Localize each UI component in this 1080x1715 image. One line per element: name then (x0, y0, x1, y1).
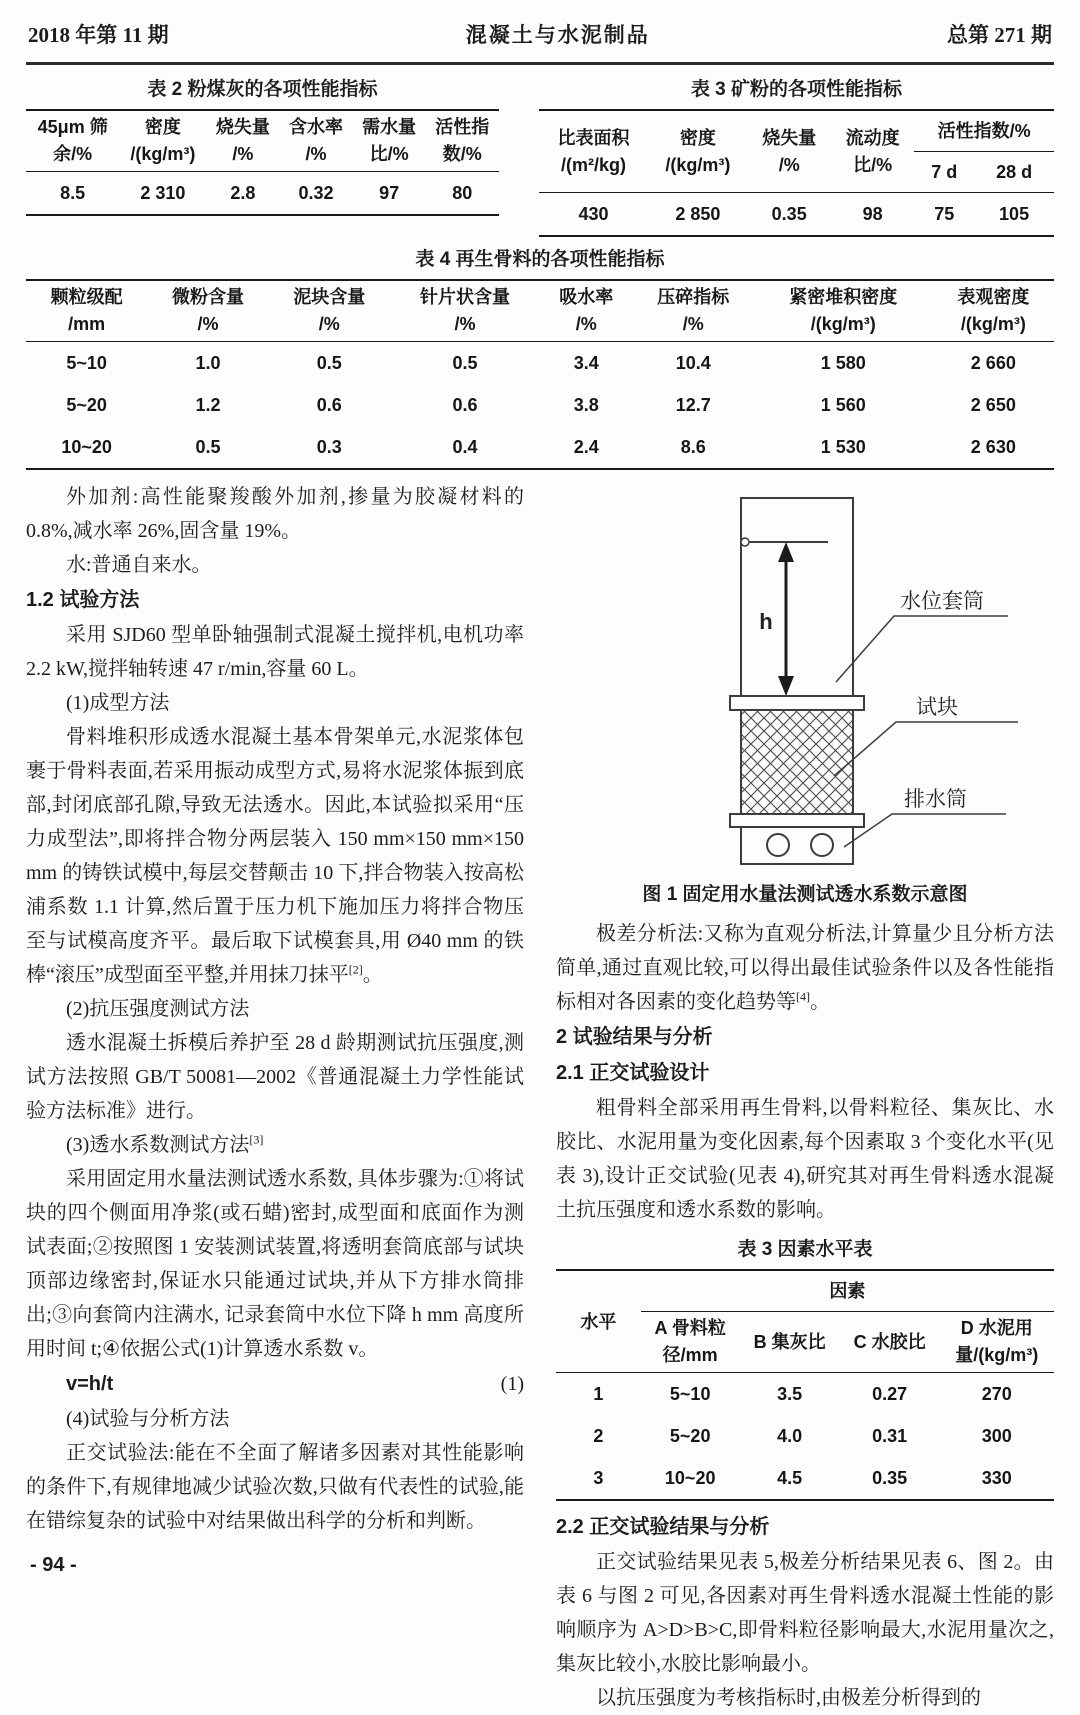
paragraph-text: 极差分析法:又称为直观分析法,计算量少且分析方法简单,通过直观比较,可以得出最佳试验条件以及各性能指标相对各因素的变化趋势等 (556, 923, 1054, 1013)
recycled-aggregate-table (26, 279, 1054, 470)
data-cell: 3.8 (573, 395, 599, 415)
data-cell: 97 (379, 183, 400, 203)
paragraph: 透水混凝土拆模后养护至 28 d 龄期测试抗压强度,测试方法按照 GB/T 50081—2002《普通混凝土力学性能试验方法标准》进行。 (26, 1032, 524, 1122)
header-line: /% (305, 144, 327, 164)
section-heading: 2.1 正交试验设计 (556, 1062, 710, 1084)
data-cell: 1.0 (195, 353, 221, 373)
page-header (26, 10, 1054, 65)
body-columns (26, 480, 1054, 1715)
paragraph: 采用固定用水量法测试透水系数, 具体步骤为:①将试块的四个侧面用净浆(或石蜡)密封,成型面和底面作为测试表面;②按照图 1 安装测试装置,将透明套筒底部与试块顶部边缘密封,保证水只能通过试块,并从下方排水筒排出;③向套筒内注满水, 记录套筒中水位下降 h mm 高度所用时间 t;④依据公式(1)计算透水系数 v。 (26, 1168, 524, 1360)
bottom-flange (730, 814, 864, 827)
header-cell (206, 110, 279, 172)
header-line: 烧失量 (215, 117, 270, 137)
section-heading: 2 试验结果与分析 (556, 1026, 713, 1048)
data-cell: 2 630 (970, 437, 1016, 457)
section-heading: 2.2 正交试验结果与分析 (556, 1516, 770, 1538)
figure-1-diagram (556, 484, 1052, 866)
paragraph: (2)抗压强度测试方法 (66, 998, 250, 1020)
paragraph: 采用 SJD60 型单卧轴强制式混凝土搅拌机,电机功率 2.2 kW,搅拌轴转速 47 r/min,容量 60 L。 (26, 624, 524, 680)
equation-expression: v=h/t (66, 1373, 114, 1395)
header-line: 微粉含量 (171, 287, 244, 307)
header-cell: 水平 (556, 1270, 641, 1373)
header-cell (940, 1312, 1054, 1373)
h-label: h (759, 609, 773, 634)
data-cell: 3.5 (777, 1384, 803, 1404)
paragraph (26, 720, 524, 992)
header-line: 比/% (853, 154, 893, 175)
header-line: /% (682, 314, 704, 334)
header-line: /% (454, 314, 476, 334)
slag-table-block (539, 67, 1054, 237)
data-cell: 2 310 (140, 183, 186, 203)
data-cell: 0.35 (872, 1468, 908, 1488)
header-line: D 水泥用 (960, 1318, 1033, 1338)
factor-level-table-block (556, 1235, 1054, 1501)
right-column (556, 480, 1054, 1715)
table-row (26, 172, 499, 216)
reference-marker: [4] (796, 989, 810, 1004)
drain-hole (811, 834, 833, 856)
sleeve-label: 水位套筒 (900, 589, 984, 613)
data-cell: 2.4 (573, 437, 599, 457)
data-cell: 2 660 (970, 353, 1016, 373)
header-cell (648, 110, 747, 193)
header-cell (26, 110, 119, 172)
header-line: /(kg/m³) (130, 144, 196, 164)
page-number: - 94 - (30, 1554, 77, 1576)
table-row (26, 426, 1054, 469)
data-cell: 2 650 (970, 395, 1016, 415)
header-line: 针片状含量 (419, 287, 510, 307)
header-line: /% (778, 154, 800, 175)
data-cell: 4.0 (777, 1426, 803, 1446)
header-line: 径/mm (662, 1345, 718, 1365)
header-cell (119, 110, 206, 172)
data-cell: 10.4 (675, 353, 711, 373)
header-cell (147, 280, 268, 342)
data-cell: 5~20 (669, 1426, 711, 1446)
header-line: /mm (68, 314, 106, 334)
leader-line-sleeve (836, 616, 1008, 682)
drain-hole (767, 834, 789, 856)
table-row (26, 342, 1054, 385)
fly-ash-table (26, 109, 499, 216)
figure-caption: 图 1 固定用水量法测试透水系数示意图 (642, 884, 968, 905)
table-row (539, 193, 1054, 237)
data-cell: 1 560 (820, 395, 866, 415)
section-heading: 1.2 试验方法 (26, 589, 140, 611)
header-line: 密度 (144, 117, 181, 137)
data-cell: 1 (593, 1384, 604, 1404)
data-cell: 430 (578, 204, 609, 224)
table-header-row (556, 1270, 1054, 1312)
drain-box (741, 827, 853, 864)
header-line: 45μm 筛 (37, 117, 108, 137)
header-line: 活性指 (435, 117, 490, 137)
data-cell: 75 (934, 204, 955, 224)
data-cell: 2 (593, 1426, 604, 1446)
data-cell: 0.6 (316, 395, 342, 415)
header-cell (26, 280, 147, 342)
header-line: 紧密堆积密度 (789, 287, 898, 307)
paragraph: 正交试验法:能在不全面了解诸多因素对其性能影响的条件下,有规律地减少试验次数,只做有代表性的试验,能在错综复杂的试验中对结果做出科学的分析和判断。 (26, 1442, 524, 1532)
table-row (556, 1415, 1054, 1457)
data-cell: 1 530 (820, 437, 866, 457)
paragraph-text: 骨料堆积形成透水混凝土基本骨架单元,水泥浆体包裹于骨料表面,若采用振动成型方式,易将水泥浆体振到底部,封闭底部孔隙,导致无法透水。因此,本试验拟采用“压力成型法”,即将拌合物分两层装入 150 mm×150 mm×150 mm 的铸铁试模中,每层交替颠击 10 下,拌合物装入按高松浦系数 1.1 计算,然后置于压力机下施加压力将拌合物压至与试模高度齐平。最后取下试模套具,用 Ø40 mm 的铁棒“滚压”成型面至平整,并用抹刀抹平 (26, 726, 524, 986)
header-line: C 水胶比 (853, 1331, 926, 1352)
water-level-marker (741, 538, 749, 546)
header-line: 数/% (442, 144, 482, 164)
table-row (556, 1457, 1054, 1500)
data-cell: 330 (981, 1468, 1012, 1488)
data-cell: 12.7 (675, 395, 711, 415)
data-cell: 300 (981, 1426, 1012, 1446)
leader-line-drain (844, 814, 1006, 847)
header-cell (633, 280, 754, 342)
data-cell: 1.2 (195, 395, 221, 415)
header-cell (754, 280, 933, 342)
header-line: /(kg/m³) (810, 314, 876, 334)
recycled-aggregate-table-block (26, 245, 1054, 470)
data-cell: 0.4 (452, 437, 478, 457)
sleeve-outline (741, 498, 853, 696)
specimen-block (741, 710, 853, 814)
data-cell: 2 850 (675, 204, 721, 224)
table-row (26, 384, 1054, 426)
header-line: 量/(kg/m³) (955, 1345, 1039, 1365)
header-cell (279, 110, 352, 172)
header-line: /% (197, 314, 219, 334)
header-line: 密度 (679, 127, 716, 148)
paragraph: (4)试验与分析方法 (66, 1408, 230, 1430)
table-row (556, 1373, 1054, 1416)
data-cell: 10~20 (61, 437, 112, 457)
header-cell (269, 280, 390, 342)
data-cell: 8.6 (680, 437, 706, 457)
specimen-label: 试块 (916, 695, 958, 719)
table-title: 表 3 矿粉的各项性能指标 (690, 79, 902, 100)
equation-number: (1) (500, 1373, 524, 1395)
data-cell: 0.27 (872, 1384, 908, 1404)
data-cell: 0.5 (452, 353, 478, 373)
header-line: A 骨料粒 (654, 1318, 726, 1338)
data-cell: 5~10 (669, 1384, 711, 1404)
header-line: /(kg/m³) (665, 154, 731, 175)
arrowhead-down (778, 676, 794, 696)
paragraph: 正交试验结果见表 5,极差分析结果见表 6、图 2。由表 6 与图 2 可见,各因素对再生骨料透水混凝土性能的影响顺序为 A>D>B>C,即骨料粒径影响最大,水泥用量次之,集灰比较小,水胶比影响最小。 (556, 1551, 1054, 1675)
header-cell (933, 280, 1054, 342)
top-tables-region (26, 67, 1054, 237)
header-line: 比/% (369, 144, 409, 164)
paragraph: 水:普通自来水。 (66, 554, 212, 576)
header-line: 需水量 (362, 117, 417, 137)
header-line: 表观密度 (957, 287, 1030, 307)
data-cell: 3.4 (573, 353, 599, 373)
data-cell: 105 (999, 204, 1030, 224)
paragraph-text: 。 (810, 991, 830, 1013)
header-cell (840, 1312, 940, 1373)
header-line: 吸水率 (559, 287, 614, 307)
data-cell: 270 (981, 1384, 1012, 1404)
paragraph: (1)成型方法 (66, 692, 170, 714)
header-cell (426, 110, 499, 172)
equation (26, 1366, 524, 1402)
data-cell: 98 (862, 204, 883, 224)
reference-marker: [2] (348, 962, 363, 977)
data-cell: 10~20 (664, 1468, 716, 1488)
data-cell: 4.5 (777, 1468, 803, 1488)
header-line: /(kg/m³) (960, 314, 1026, 334)
fly-ash-table-block (26, 67, 499, 237)
data-cell: 0.5 (195, 437, 221, 457)
slag-table (539, 109, 1054, 237)
header-line: /% (318, 314, 340, 334)
paragraph: 以抗压强度为考核指标时,由极差分析得到的 (596, 1687, 981, 1709)
table-title: 表 3 因素水平表 (737, 1239, 873, 1260)
data-cell: 3 (593, 1468, 604, 1488)
data-cell: 1 580 (820, 353, 866, 373)
header-cell (353, 110, 426, 172)
left-column (26, 480, 524, 1715)
header-cell: 28 d (974, 152, 1054, 193)
header-group-cell: 因素 (641, 1270, 1054, 1312)
header-cell (540, 280, 633, 342)
header-line: /% (575, 314, 597, 334)
paragraph-text: 。 (362, 964, 383, 986)
top-flange (730, 696, 864, 710)
data-cell: 0.6 (452, 395, 478, 415)
data-cell: 0.5 (316, 353, 342, 373)
data-cell: 0.31 (872, 1426, 908, 1446)
data-cell: 0.3 (316, 437, 342, 457)
header-cell: 7 d (914, 152, 974, 193)
header-line: 泥块含量 (293, 287, 366, 307)
leader-line-specimen (834, 722, 1018, 776)
issue-number-left: 2018 年第 11 期 (28, 23, 169, 47)
table-header-row (26, 280, 1054, 342)
paragraph: 粗骨料全部采用再生骨料,以骨料粒径、集灰比、水胶比、水泥用量为变化因素,每个因素取 3 个变化水平(见表 3),设计正交试验(见表 4),研究其对再生骨料透水混凝土抗压强度和透水系数的影响。 (556, 1097, 1054, 1221)
header-line: 烧失量 (762, 127, 817, 148)
paragraph: 外加剂:高性能聚羧酸外加剂,掺量为胶凝材料的 0.8%,减水率 26%,固含量 19%。 (26, 486, 524, 542)
table-title: 表 4 再生骨料的各项性能指标 (415, 249, 665, 270)
header-line: /% (232, 144, 254, 164)
figure-1 (556, 484, 1054, 911)
reference-marker: [3] (249, 1132, 264, 1147)
header-line: 流动度 (845, 127, 900, 148)
table-header-row (26, 110, 499, 172)
factor-level-table (556, 1269, 1054, 1501)
header-cell (747, 110, 830, 193)
paragraph-text: (3)透水系数测试方法 (66, 1134, 250, 1156)
issue-number-right: 总第 271 期 (947, 23, 1052, 47)
header-cell (390, 280, 540, 342)
data-cell: 2.8 (230, 183, 256, 203)
data-cell: 5~20 (66, 395, 107, 415)
data-cell: 0.32 (298, 183, 334, 203)
header-cell (740, 1312, 840, 1373)
header-line: 含水率 (289, 117, 344, 137)
header-cell (831, 110, 914, 193)
journal-title: 混凝土与水泥制品 (465, 23, 650, 47)
header-cell (641, 1312, 740, 1373)
header-cell (539, 110, 648, 193)
paragraph (26, 1128, 524, 1162)
drain-label: 排水筒 (904, 787, 967, 811)
data-cell: 0.35 (771, 204, 807, 224)
data-cell: 5~10 (66, 353, 107, 373)
data-cell: 80 (452, 183, 473, 203)
header-group-cell: 活性指数/% (914, 110, 1054, 152)
header-line: B 集灰比 (753, 1331, 826, 1352)
arrowhead-up (778, 542, 794, 562)
table-header-row (539, 110, 1054, 152)
header-line: /(m²/kg) (561, 154, 627, 175)
paragraph (556, 917, 1054, 1019)
header-line: 比表面积 (557, 127, 630, 148)
header-line: 颗粒级配 (50, 287, 123, 307)
header-line: 余/% (53, 144, 93, 164)
data-cell: 8.5 (60, 183, 86, 203)
table-title: 表 2 粉煤灰的各项性能指标 (147, 79, 378, 100)
header-line: 压碎指标 (657, 287, 730, 307)
